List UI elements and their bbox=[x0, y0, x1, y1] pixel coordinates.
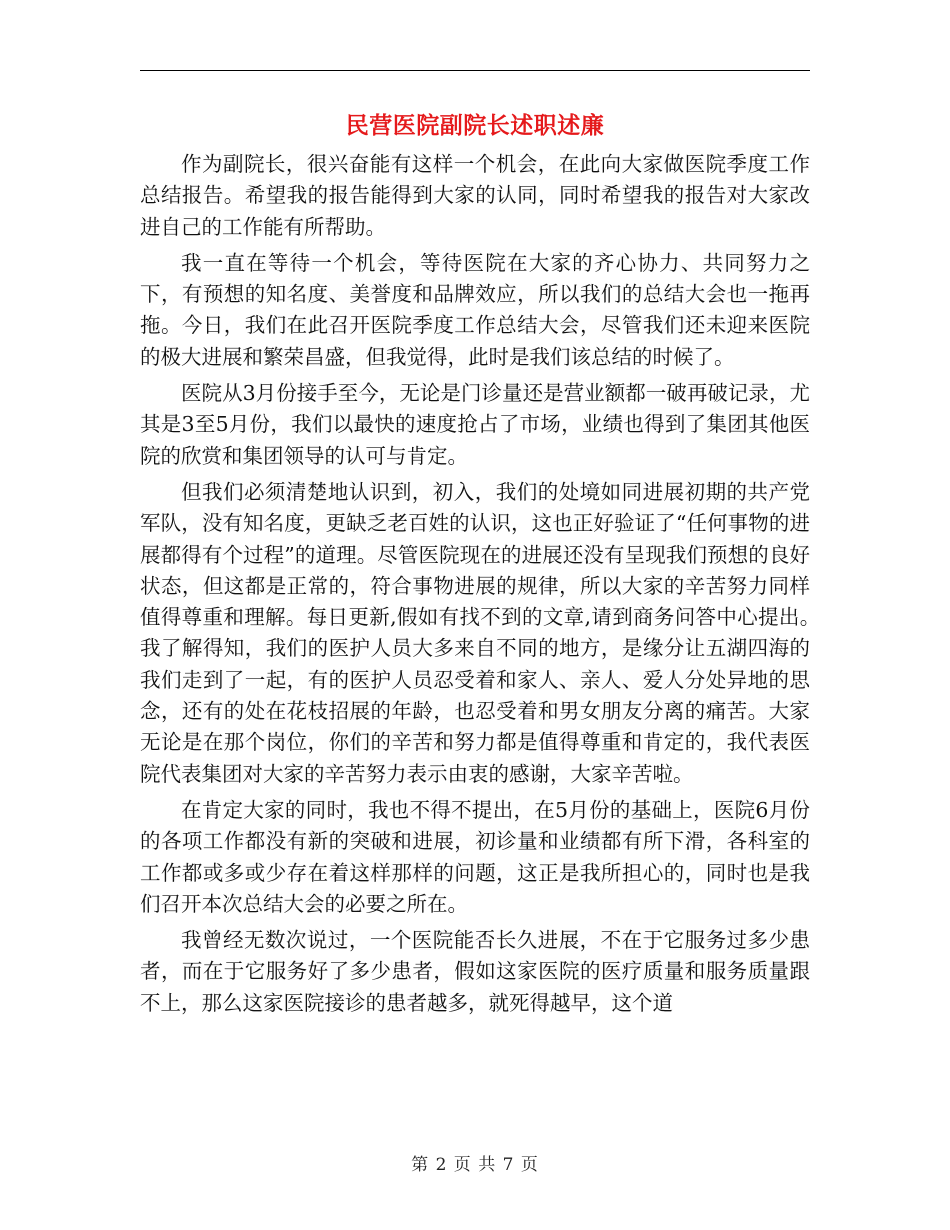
document-body bbox=[140, 149, 851, 1024]
paragraph-1: 作为副院长，很兴奋能有这样一个机会，在此向大家做医院季度工作总结报告。希望我的报告能得到大家的认同，同时希望我的报告对大家改进自己的工作能有所帮助。 bbox=[140, 152, 810, 239]
page-number: 第 2 页 共 7 页 bbox=[411, 1155, 539, 1175]
paragraph-3: 医院从3月份接手至今，无论是门诊量还是营业额都一破再破记录，尤其是3至5月份，我们以最快的速度抢占了市场，业绩也得到了集团其他医院的欣赏和集团领导的认可与肯定。 bbox=[140, 381, 810, 468]
paragraph-2: 我一直在等待一个机会，等待医院在大家的齐心协力、共同努力之下，有预想的知名度、美誉度和品牌效应，所以我们的总结大会也一拖再拖。今日，我们在此召开医院季度工作总结大会，尽管我们还未迎来医院的极大进展和繁荣昌盛，但我觉得，此时是我们该总结的时候了。 bbox=[140, 250, 810, 369]
document-title: 民营医院副院长述职述廉 bbox=[345, 112, 605, 139]
paragraph-4: 但我们必须清楚地认识到，初入，我们的处境如同进展初期的共产党军队，没有知名度，更缺乏老百姓的认识，这也正好验证了“任何事物的进展都得有个过程”的道理。尽管医院现在的进展还没有呈现我们预想的良好状态，但这都是正常的，符合事物进展的规律，所以大家的辛苦努力同样值得尊重和理解。每日更新,假如有找不到的文章,请到商务问答中心提出。 我了解得知，我们的医护人员大多来自不同的地方，是缘分让五湖四海的我们走到了一起，有的医护人员忍受着和家人、亲人、爱人分处异地的思念，还有的处在花枝招展的年龄，也忍受着和男女朋友分离的痛苦。大家无论是在那个岗位，你们的辛苦和努力都是值得尊重和肯定的，我代表医院代表集团对大家的辛苦努力表示由衷的感谢，大家辛苦啦。 bbox=[140, 479, 851, 786]
paragraph-6: 我曾经无数次说过，一个医院能否长久进展，不在于它服务过多少患者，而在于它服务好了多少患者，假如这家医院的医疗质量和服务质量跟不上，那么这家医院接诊的患者越多，就死得越早，这个道 bbox=[140, 928, 810, 1015]
header-rule bbox=[140, 70, 810, 71]
paragraph-5: 在肯定大家的同时，我也不得不提出，在5月份的基础上，医院6月份的各项工作都没有新的突破和进展，初诊量和业绩都有所下滑，各科室的工作都或多或少存在着这样那样的问题，这正是我所担心的，同时也是我们召开本次总结大会的必要之所在。 bbox=[140, 797, 810, 916]
